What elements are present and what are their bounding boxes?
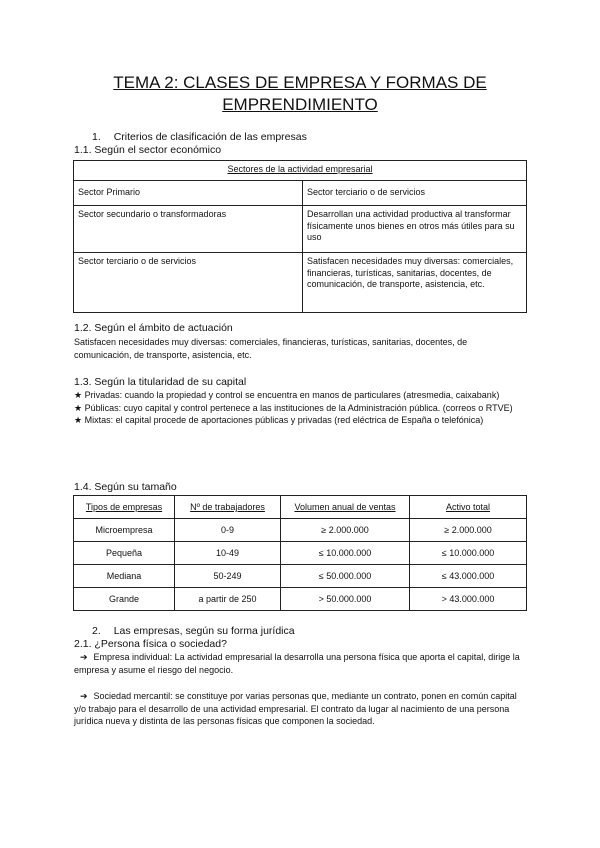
table-cell: Sector secundario o transformadoras (74, 206, 303, 253)
table-cell: Desarrollan una actividad productiva al transformar físicamente unos bienes en otros más útiles para su uso (303, 206, 527, 253)
table-header-row (74, 496, 527, 519)
company-size-table (73, 495, 527, 611)
legal-form-item-1 (74, 651, 526, 676)
table-cell: ≥ 2.000.000 (410, 519, 527, 542)
table-cell: ≤ 50.000.000 (281, 565, 410, 588)
table-cell: ≤ 43.000.000 (410, 565, 527, 588)
arrow-icon: ➔ (80, 691, 88, 701)
table-cell: Sector Primario (74, 181, 303, 206)
list-item: Empresa individual: La actividad empresarial la desarrolla una persona física que aporta el capital, dirige la empresa y asume el riesgo del negocio. (74, 652, 520, 675)
table-cell: > 50.000.000 (281, 588, 410, 611)
column-header: Nº de trabajadores (175, 496, 281, 519)
subsection-1-2-text: Satisfacen necesidades muy diversas: comerciales, financieras, turísticas, sanitarias, docentes, de comunicación, de transporte, asistencia, etc. (74, 337, 468, 360)
table-cell: Pequeña (74, 542, 175, 565)
subsection-1-4-heading: 1.4. Según su tamaño (74, 481, 177, 493)
table-row (74, 519, 527, 542)
table-cell: ≤ 10.000.000 (281, 542, 410, 565)
table-cell: 10-49 (175, 542, 281, 565)
table-cell: Sector terciario o de servicios (303, 181, 527, 206)
section1-heading (92, 131, 307, 143)
list-item: ★ Privadas: cuando la propiedad y control se encuentra en manos de particulares (atresmedia, caixabank) (74, 389, 526, 402)
table-row (74, 588, 527, 611)
subsection-1-3-heading: 1.3. Según la titularidad de su capital (74, 376, 247, 388)
table-cell: ≤ 10.000.000 (410, 542, 527, 565)
subsection-1-1-heading: 1.1. Según el sector económico (74, 144, 222, 156)
table-cell: Microempresa (74, 519, 175, 542)
table-cell: 0-9 (175, 519, 281, 542)
section1-number: 1. (92, 131, 101, 143)
table-cell: Mediana (74, 565, 175, 588)
section2-heading-text: Las empresas, según su forma jurídica (113, 625, 295, 637)
subsection-2-1-heading: 2.1. ¿Persona física o sociedad? (74, 638, 227, 650)
table-row (74, 565, 527, 588)
column-header: Tipos de empresas (74, 496, 175, 519)
sectors-table (73, 160, 527, 313)
table-cell: a partir de 250 (175, 588, 281, 611)
table-cell: > 43.000.000 (410, 588, 527, 611)
column-header: Volumen anual de ventas (281, 496, 410, 519)
document-title (60, 72, 540, 116)
title-line-1: TEMA 2: CLASES DE EMPRESA Y FORMAS DE (113, 73, 487, 92)
list-item: ★ Mixtas: el capital procede de aportaciones públicas y privadas (red eléctrica de España o telefónica) (74, 414, 526, 427)
section1-heading-text: Criterios de clasificación de las empresas (113, 131, 307, 143)
table-cell: Sector terciario o de servicios (74, 253, 303, 313)
subsection-1-2-heading: 1.2. Según el ámbito de actuación (74, 322, 233, 334)
table-row (74, 542, 527, 565)
table-cell: ≥ 2.000.000 (281, 519, 410, 542)
table-cell: Satisfacen necesidades muy diversas: comerciales, financieras, turísticas, sanitarias, docentes, de comunicación, de transporte, asistencia, etc. (303, 253, 527, 313)
capital-ownership-list (74, 389, 526, 427)
section2-heading (92, 625, 295, 637)
arrow-icon: ➔ (80, 652, 88, 662)
table-cell: 50-249 (175, 565, 281, 588)
table-cell: Grande (74, 588, 175, 611)
list-item: Sociedad mercantil: se constituye por varias personas que, mediante un contrato, ponen en común capital y/o trabajo para el desarrollo de una actividad empresarial. El contrato da lugar al nacimiento de una persona jurídica nueva y distinta de las personas físicas que componen la sociedad. (74, 691, 517, 726)
title-line-2: EMPRENDIMIENTO (222, 95, 378, 114)
legal-form-item-2 (74, 690, 526, 728)
sectors-table-header: Sectores de la actividad empresarial (74, 161, 527, 181)
column-header: Activo total (410, 496, 527, 519)
list-item: ★ Públicas: cuyo capital y control pertenece a las instituciones de la Administración pública. (correos o RTVE) (74, 402, 526, 415)
section2-number: 2. (92, 625, 101, 637)
